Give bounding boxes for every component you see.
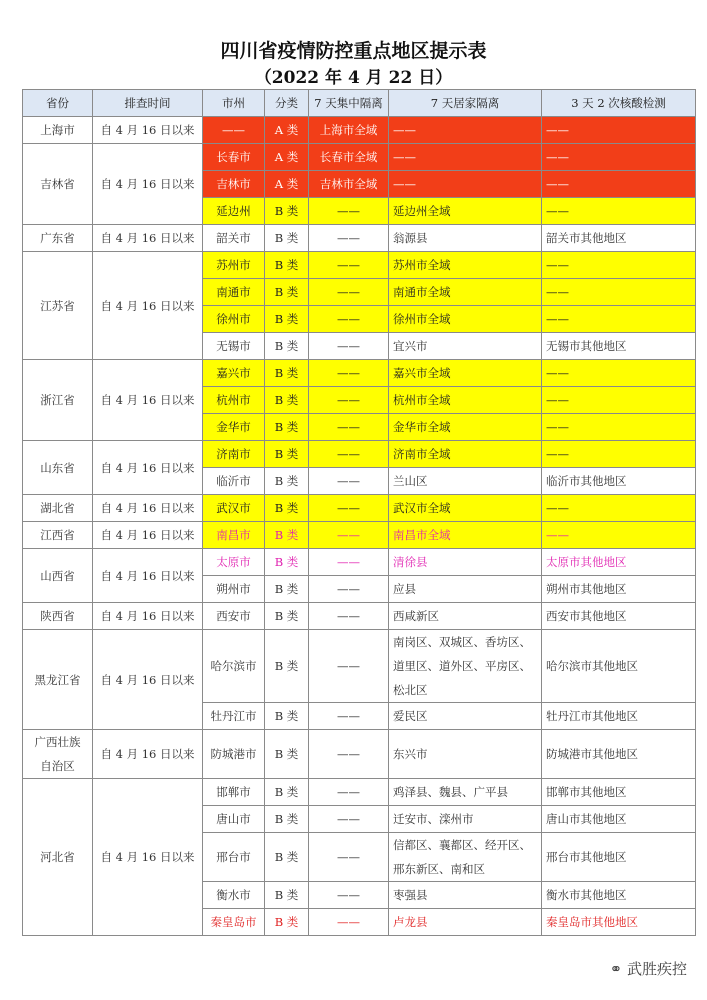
central-cell: 上海市全域 (309, 117, 389, 144)
home-cell: 延边州全域 (389, 198, 542, 225)
category-cell: B 类 (265, 441, 309, 468)
watermark-text: 武胜疾控 (626, 960, 687, 978)
table-row (23, 117, 696, 144)
test-cell: 临沂市其他地区 (542, 468, 696, 495)
central-cell: —— (309, 468, 389, 495)
category-cell: B 类 (265, 882, 309, 909)
home-cell: —— (389, 144, 542, 171)
province-cell: 黑龙江省 (23, 630, 93, 730)
header-nucleic-test: 3 天 2 次核酸检测 (542, 90, 696, 117)
home-line: 邢东新区、南和区 (393, 862, 485, 876)
time-cell: 自 4 月 16 日以来 (93, 779, 203, 936)
city-cell: 西安市 (203, 603, 265, 630)
home-cell: 济南市全域 (389, 441, 542, 468)
province-cell: 上海市 (23, 117, 93, 144)
home-line: 道里区、道外区、平房区、 (393, 659, 531, 673)
city-cell: 哈尔滨市 (203, 630, 265, 703)
central-cell: —— (309, 603, 389, 630)
province-cell: 山西省 (23, 549, 93, 603)
city-cell: 金华市 (203, 414, 265, 441)
category-cell: B 类 (265, 306, 309, 333)
time-cell: 自 4 月 16 日以来 (93, 252, 203, 360)
category-cell: A 类 (265, 117, 309, 144)
province-cell: 广东省 (23, 225, 93, 252)
central-cell: 吉林市全域 (309, 171, 389, 198)
central-cell: —— (309, 882, 389, 909)
central-cell: —— (309, 703, 389, 730)
time-cell: 自 4 月 16 日以来 (93, 360, 203, 441)
city-cell: 济南市 (203, 441, 265, 468)
test-cell: —— (542, 198, 696, 225)
header-home-quarantine: 7 天居家隔离 (389, 90, 542, 117)
wechat-icon: ⚭ (609, 960, 623, 978)
city-cell: 邢台市 (203, 833, 265, 882)
category-cell: A 类 (265, 144, 309, 171)
home-line: 信都区、襄都区、经开区、 (393, 838, 531, 852)
province-line: 自治区 (40, 759, 75, 773)
test-cell: —— (542, 306, 696, 333)
header-time: 排查时间 (93, 90, 203, 117)
category-cell: B 类 (265, 360, 309, 387)
central-cell: —— (309, 730, 389, 779)
test-cell: 牡丹江市其他地区 (542, 703, 696, 730)
time-cell: 自 4 月 16 日以来 (93, 495, 203, 522)
page-title: 四川省疫情防控重点地区提示表 (220, 40, 487, 62)
city-cell: 南昌市 (203, 522, 265, 549)
home-cell: 东兴市 (389, 730, 542, 779)
province-line: 广西壮族 (34, 735, 81, 749)
category-cell: B 类 (265, 387, 309, 414)
province-cell: 吉林省 (23, 144, 93, 225)
page-subtitle: （2022 年 4 月 22 日） (254, 68, 453, 88)
table-header-row (23, 90, 696, 117)
central-cell: —— (309, 252, 389, 279)
time-cell: 自 4 月 16 日以来 (93, 603, 203, 630)
test-cell: 秦皇岛市其他地区 (542, 909, 696, 936)
province-cell: 河北省 (23, 779, 93, 936)
city-cell: 太原市 (203, 549, 265, 576)
test-cell: —— (542, 252, 696, 279)
category-cell: A 类 (265, 171, 309, 198)
province-cell: 江苏省 (23, 252, 93, 360)
province-cell: 浙江省 (23, 360, 93, 441)
time-cell: 自 4 月 16 日以来 (93, 117, 203, 144)
time-cell: 自 4 月 16 日以来 (93, 549, 203, 603)
risk-area-table (22, 89, 696, 936)
home-cell: 枣强县 (389, 882, 542, 909)
category-cell: B 类 (265, 279, 309, 306)
header-province: 省份 (23, 90, 93, 117)
category-cell: B 类 (265, 779, 309, 806)
test-cell: —— (542, 279, 696, 306)
test-cell: —— (542, 441, 696, 468)
table-row (23, 779, 696, 806)
table-row (23, 144, 696, 171)
category-cell: B 类 (265, 225, 309, 252)
category-cell: B 类 (265, 414, 309, 441)
test-cell: 西安市其他地区 (542, 603, 696, 630)
test-cell: 朔州市其他地区 (542, 576, 696, 603)
test-cell: 衡水市其他地区 (542, 882, 696, 909)
city-cell: 长春市 (203, 144, 265, 171)
central-cell: —— (309, 279, 389, 306)
category-cell: B 类 (265, 252, 309, 279)
city-cell: 吉林市 (203, 171, 265, 198)
header-city: 市州 (203, 90, 265, 117)
category-cell: B 类 (265, 333, 309, 360)
city-cell: 韶关市 (203, 225, 265, 252)
table-row (23, 603, 696, 630)
province-cell: 陕西省 (23, 603, 93, 630)
category-cell: B 类 (265, 833, 309, 882)
home-cell (389, 833, 542, 882)
city-cell: 苏州市 (203, 252, 265, 279)
central-cell: —— (309, 630, 389, 703)
test-cell: 哈尔滨市其他地区 (542, 630, 696, 703)
central-cell: —— (309, 333, 389, 360)
time-cell: 自 4 月 16 日以来 (93, 441, 203, 495)
header-central-quarantine: 7 天集中隔离 (309, 90, 389, 117)
table-row (23, 522, 696, 549)
test-cell: —— (542, 144, 696, 171)
home-cell: 翁源县 (389, 225, 542, 252)
time-cell: 自 4 月 16 日以来 (93, 630, 203, 730)
province-cell: 江西省 (23, 522, 93, 549)
header-category: 分类 (265, 90, 309, 117)
central-cell: —— (309, 549, 389, 576)
category-cell: B 类 (265, 522, 309, 549)
category-cell: B 类 (265, 603, 309, 630)
home-cell: 迁安市、滦州市 (389, 806, 542, 833)
home-line: 南岗区、双城区、香坊区、 (393, 635, 531, 649)
test-cell: 无锡市其他地区 (542, 333, 696, 360)
city-cell: 无锡市 (203, 333, 265, 360)
home-cell: 兰山区 (389, 468, 542, 495)
home-cell: 南昌市全域 (389, 522, 542, 549)
test-cell: 韶关市其他地区 (542, 225, 696, 252)
test-cell: —— (542, 495, 696, 522)
test-cell: —— (542, 414, 696, 441)
home-cell: 鸡泽县、魏县、广平县 (389, 779, 542, 806)
city-cell: 衡水市 (203, 882, 265, 909)
city-cell: 临沂市 (203, 468, 265, 495)
table-row (23, 549, 696, 576)
city-cell: 延边州 (203, 198, 265, 225)
central-cell: —— (309, 909, 389, 936)
central-cell: 长春市全域 (309, 144, 389, 171)
time-cell: 自 4 月 16 日以来 (93, 144, 203, 225)
city-cell: 防城港市 (203, 730, 265, 779)
home-cell: 杭州市全域 (389, 387, 542, 414)
central-cell: —— (309, 306, 389, 333)
city-cell: 南通市 (203, 279, 265, 306)
city-cell: 杭州市 (203, 387, 265, 414)
home-cell (389, 630, 542, 703)
home-cell: 嘉兴市全域 (389, 360, 542, 387)
test-cell: —— (542, 522, 696, 549)
home-line: 松北区 (393, 683, 428, 697)
city-cell: 朔州市 (203, 576, 265, 603)
province-cell (23, 730, 93, 779)
table-row (23, 360, 696, 387)
city-cell: 唐山市 (203, 806, 265, 833)
central-cell: —— (309, 576, 389, 603)
category-cell: B 类 (265, 549, 309, 576)
time-cell: 自 4 月 16 日以来 (93, 522, 203, 549)
home-cell: 爱民区 (389, 703, 542, 730)
watermark (610, 958, 687, 979)
city-cell: 徐州市 (203, 306, 265, 333)
province-cell: 山东省 (23, 441, 93, 495)
table-row (23, 441, 696, 468)
category-cell: B 类 (265, 630, 309, 703)
central-cell: —— (309, 441, 389, 468)
test-cell: 唐山市其他地区 (542, 806, 696, 833)
table-row (23, 730, 696, 779)
category-cell: B 类 (265, 468, 309, 495)
city-cell: 嘉兴市 (203, 360, 265, 387)
category-cell: B 类 (265, 806, 309, 833)
test-cell: —— (542, 360, 696, 387)
test-cell: 邯郸市其他地区 (542, 779, 696, 806)
home-cell: 应县 (389, 576, 542, 603)
city-cell: 邯郸市 (203, 779, 265, 806)
central-cell: —— (309, 779, 389, 806)
central-cell: —— (309, 495, 389, 522)
central-cell: —— (309, 833, 389, 882)
category-cell: B 类 (265, 198, 309, 225)
city-cell: 牡丹江市 (203, 703, 265, 730)
category-cell: B 类 (265, 576, 309, 603)
home-cell: 西咸新区 (389, 603, 542, 630)
test-cell: —— (542, 387, 696, 414)
category-cell: B 类 (265, 703, 309, 730)
test-cell: —— (542, 171, 696, 198)
central-cell: —— (309, 387, 389, 414)
central-cell: —— (309, 198, 389, 225)
test-cell: —— (542, 117, 696, 144)
table-row (23, 252, 696, 279)
city-cell: —— (203, 117, 265, 144)
category-cell: B 类 (265, 730, 309, 779)
time-cell: 自 4 月 16 日以来 (93, 225, 203, 252)
category-cell: B 类 (265, 909, 309, 936)
table-row (23, 225, 696, 252)
central-cell: —— (309, 522, 389, 549)
home-cell: —— (389, 171, 542, 198)
city-cell: 秦皇岛市 (203, 909, 265, 936)
home-cell: 苏州市全域 (389, 252, 542, 279)
home-cell: 南通市全域 (389, 279, 542, 306)
test-cell: 防城港市其他地区 (542, 730, 696, 779)
central-cell: —— (309, 225, 389, 252)
category-cell: B 类 (265, 495, 309, 522)
test-cell: 太原市其他地区 (542, 549, 696, 576)
test-cell: 邢台市其他地区 (542, 833, 696, 882)
time-cell: 自 4 月 16 日以来 (93, 730, 203, 779)
central-cell: —— (309, 414, 389, 441)
city-cell: 武汉市 (203, 495, 265, 522)
home-cell: 卢龙县 (389, 909, 542, 936)
home-cell: 武汉市全域 (389, 495, 542, 522)
home-cell: —— (389, 117, 542, 144)
home-cell: 清徐县 (389, 549, 542, 576)
table-row (23, 495, 696, 522)
home-cell: 金华市全域 (389, 414, 542, 441)
home-cell: 徐州市全域 (389, 306, 542, 333)
province-cell: 湖北省 (23, 495, 93, 522)
central-cell: —— (309, 360, 389, 387)
table-row (23, 630, 696, 703)
central-cell: —— (309, 806, 389, 833)
home-cell: 宜兴市 (389, 333, 542, 360)
